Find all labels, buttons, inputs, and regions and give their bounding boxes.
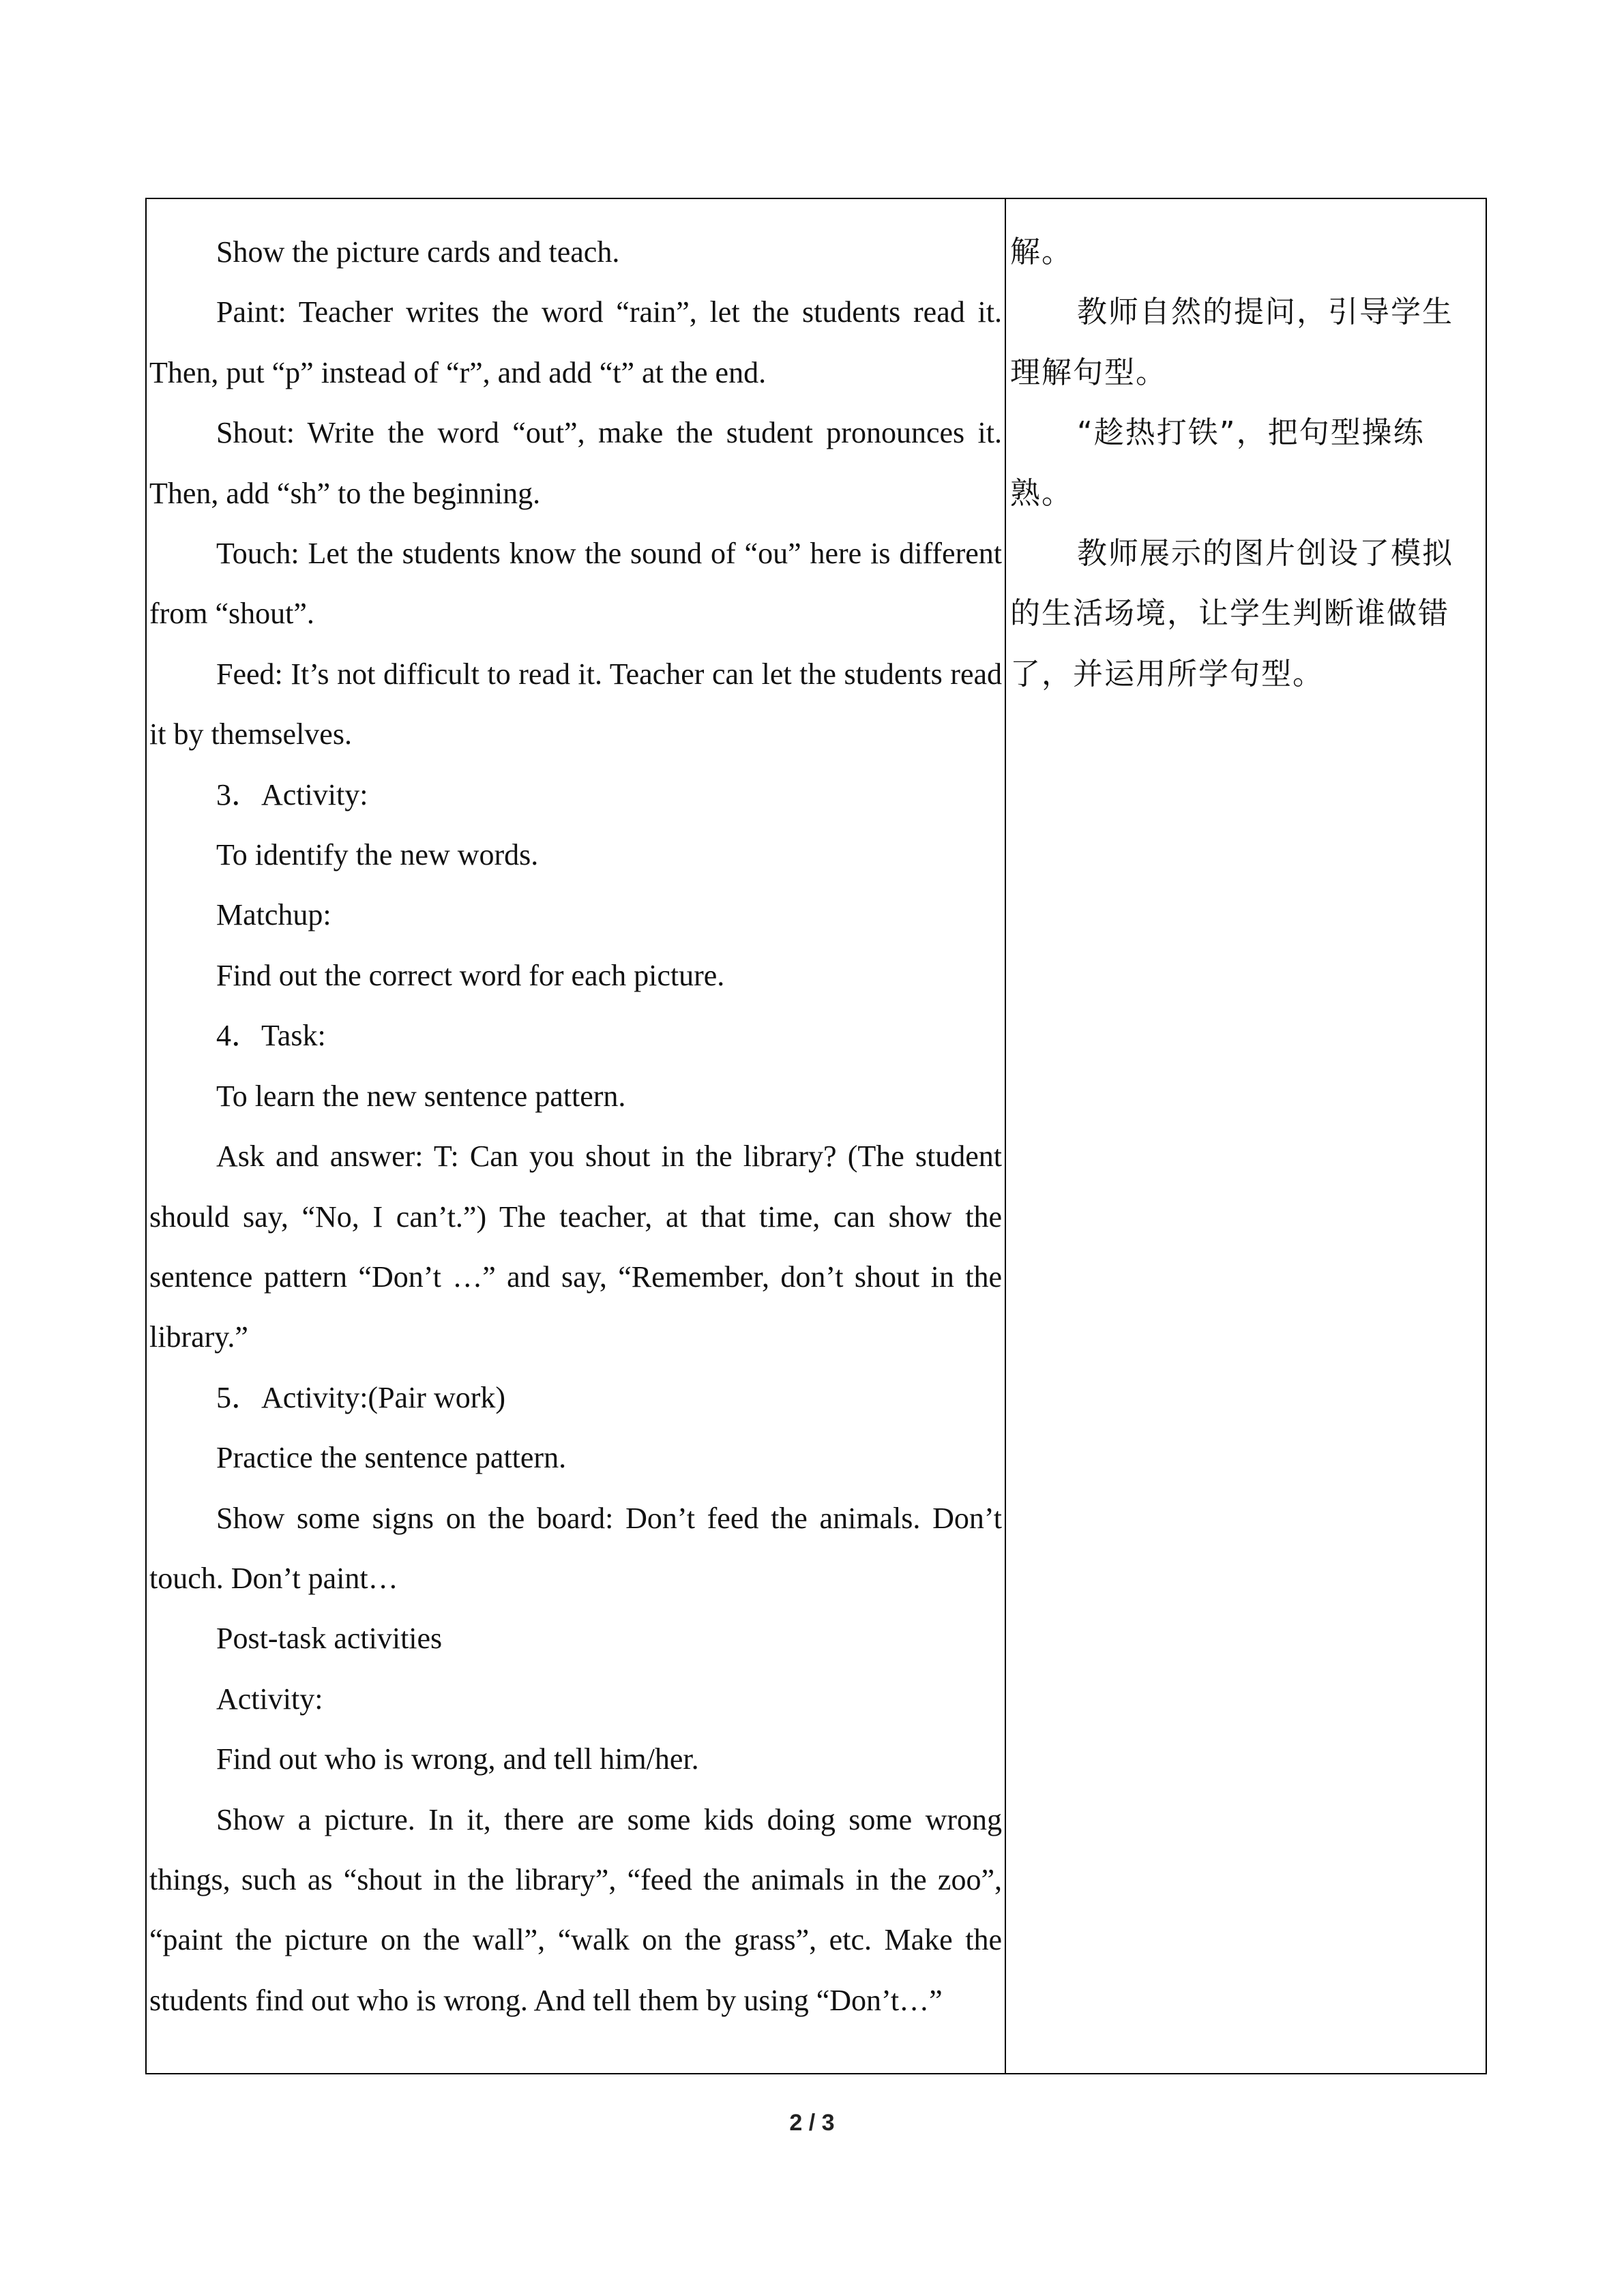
heading-task-4: 4．Task: (216, 1019, 326, 1053)
note-practice: “趁热打铁”，把句型操练熟。 (1010, 415, 1425, 511)
paragraph-learn-pattern: To learn the new sentence pattern. (216, 1079, 626, 1113)
page-number: 2 / 3 (789, 2110, 835, 2136)
heading-activity-3: 3．Activity: (216, 777, 368, 811)
heading-activity-5: 5．Activity:(Pair work) (216, 1380, 506, 1414)
paragraph-shout: Shout: Write the word “out”, make the student pronounces it. Then, add “sh” to the beginning. (149, 416, 1002, 510)
paragraph-find-word: Find out the correct word for each picture. (216, 958, 725, 992)
note-continuation: 解。 (1010, 235, 1073, 269)
paragraph-show-signs: Show some signs on the board: Don’t feed the animals. Don’t touch. Don’t paint… (149, 1501, 1002, 1595)
paragraph-identify-words: To identify the new words. (216, 838, 539, 872)
heading-activity: Activity: (216, 1682, 323, 1716)
heading-post-task: Post-task activities (216, 1622, 443, 1656)
notes-column (1010, 222, 1474, 704)
paragraph-touch: Touch: Let the students know the sound of “ou” here is different from “shout”. (149, 537, 1002, 631)
paragraph-find-wrong: Find out who is wrong, and tell him/her. (216, 1742, 699, 1776)
paragraph-ask-answer: Ask and answer: T: Can you shout in the library? (The student should say, “No, I can’t.”) The teacher, at that time, can show the sentence pattern “Don’t …” and say, “Remember, don’t shout in the library.” (149, 1139, 1002, 1354)
paragraph-feed: Feed: It’s not difficult to read it. Teacher can let the students read it by themselves. (149, 657, 1002, 751)
column-divider (1005, 199, 1006, 2073)
paragraph-paint: Paint: Teacher writes the word “rain”, let the students read it. Then, put “p” instead of “r”, and add “t” at the end. (149, 295, 1002, 389)
paragraph-matchup: Matchup: (216, 898, 331, 932)
note-scene: 教师展示的图片创设了模拟的生活场境，让学生判断谁做错了，并运用所学句型。 (1010, 536, 1453, 691)
paragraph-show-cards: Show the picture cards and teach. (216, 235, 620, 269)
procedure-column (149, 222, 1002, 2031)
paragraph-show-picture: Show a picture. In it, there are some kids doing some wrong things, such as “shout in the library”, “feed the animals in the zoo”, “paint the picture on the wall”, “walk on the grass”, etc. Make the students find out who is wrong. And tell them by using “Don’t…” (149, 1802, 1002, 2017)
lesson-table (145, 198, 1487, 2074)
note-questioning: 教师自然的提问，引导学生理解句型。 (1010, 295, 1453, 390)
paragraph-practice: Practice the sentence pattern. (216, 1441, 567, 1475)
